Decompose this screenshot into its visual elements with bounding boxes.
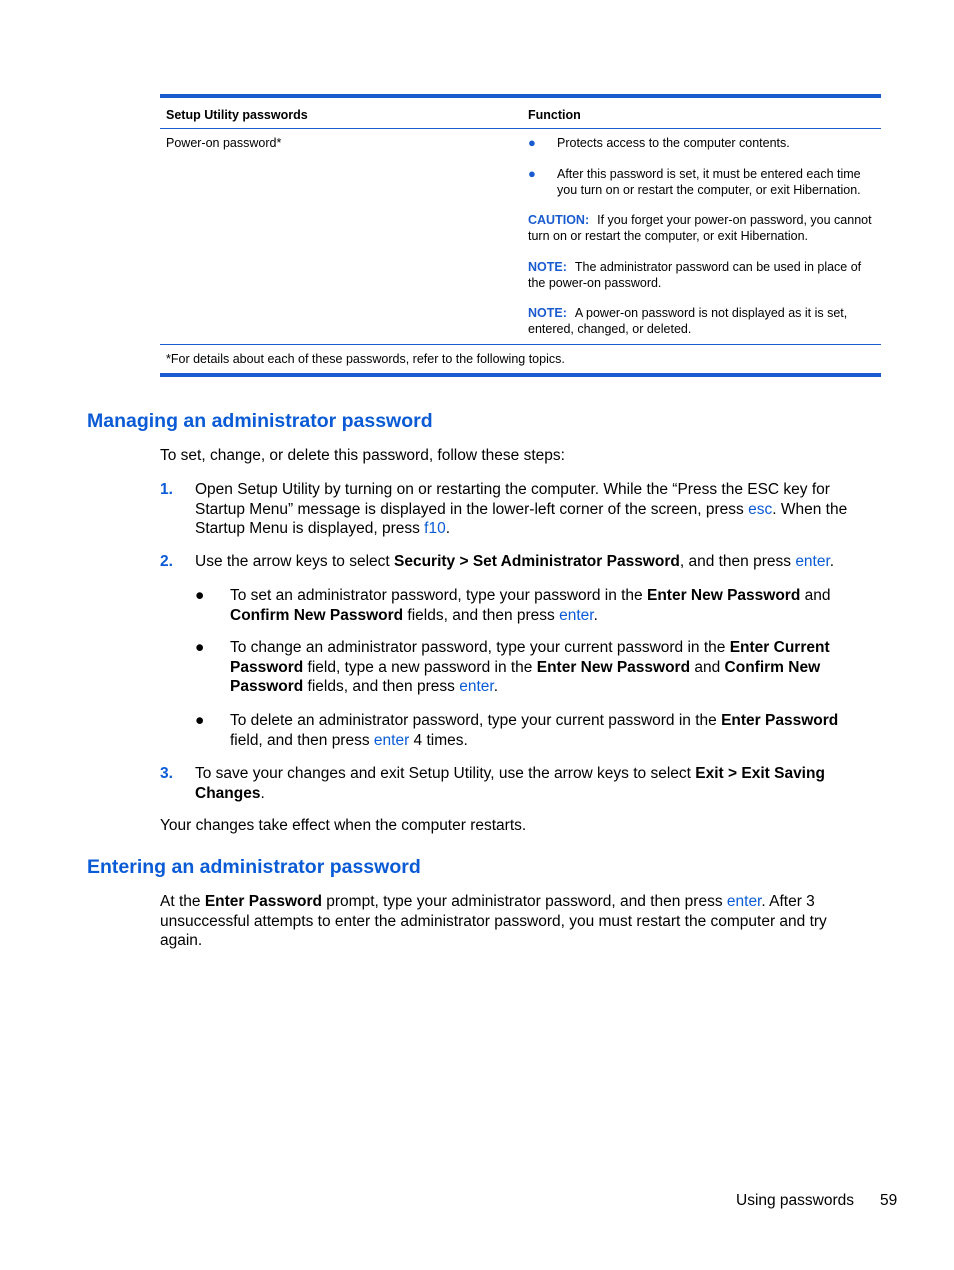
bullet-icon: ●	[528, 135, 536, 150]
key-enter: enter	[559, 606, 594, 624]
section2-body: At the Enter Password prompt, type your administrator password, and then press enter. After 3 unsuccessful attempts to enter the administrator password, you must restart the computer and try again.	[160, 893, 827, 949]
table-row	[160, 129, 881, 344]
heading-managing-admin-password: Managing an administrator password	[87, 410, 433, 432]
caution-text: If you forget your power-on password, you cannot turn on or restart the computer, or exit Hibernation.	[528, 213, 872, 243]
note-1	[528, 259, 878, 291]
bullet-set-text: To set an administrator password, type your password in the Enter New Password and Confirm New Password fields, and then press enter.	[230, 587, 831, 624]
step-2	[160, 552, 860, 572]
function-bullet-2	[528, 166, 878, 198]
note-2-label: NOTE:	[528, 306, 567, 320]
function-bullet-1-text: Protects access to the computer contents.	[557, 136, 790, 150]
heading-entering-admin-password: Entering an administrator password	[87, 856, 421, 878]
page-number: 59	[880, 1192, 898, 1209]
table-footnote-row	[160, 345, 881, 373]
key-enter: enter	[795, 553, 830, 570]
row-label-power-on-password: Power-on password*	[166, 136, 282, 150]
header-function: Function	[528, 108, 581, 122]
step-1-text: Open Setup Utility by turning on or restarting the computer. While the “Press the ESC key for Startup Menu” message is displayed in the lower-left corner of the screen, press esc. When the Startup Menu is displayed, press f10.	[195, 481, 848, 537]
step-number: 2.	[160, 553, 173, 570]
step-number: 3.	[160, 765, 173, 782]
caution-note	[528, 212, 878, 244]
note-2	[528, 305, 878, 337]
footer-section-label: Using passwords	[736, 1192, 855, 1209]
step-2-text: Use the arrow keys to select Security > Set Administrator Password, and then press enter.	[195, 553, 835, 570]
table-header-row	[160, 98, 881, 128]
table-bottom-rule	[160, 373, 881, 377]
caution-label: CAUTION:	[528, 213, 590, 227]
header-setup-utility-passwords: Setup Utility passwords	[166, 108, 308, 122]
step-3-text: To save your changes and exit Setup Utility, use the arrow keys to select Exit > Exit Saving Changes.	[195, 765, 825, 802]
bullet-delete-text: To delete an administrator password, type your current password in the Enter Password field, and then press enter 4 times.	[230, 712, 839, 749]
key-enter: enter	[459, 678, 494, 695]
function-bullet-1	[528, 135, 878, 151]
passwords-table	[160, 94, 881, 377]
table-footnote: *For details about each of these passwords, refer to the following topics.	[166, 352, 565, 366]
bullet-icon: ●	[195, 639, 205, 656]
bullet-icon: ●	[195, 587, 205, 604]
key-esc: esc	[748, 500, 773, 518]
step-2-bullet-set	[195, 586, 865, 625]
step-2-bullet-change	[195, 638, 865, 697]
bullet-icon: ●	[528, 166, 536, 181]
note-1-label: NOTE:	[528, 260, 567, 274]
note-1-text: The administrator password can be used in place of the power-on password.	[528, 260, 862, 290]
step-3	[160, 764, 860, 803]
section1-intro: To set, change, or delete this password, follow these steps:	[160, 447, 565, 464]
step-1	[160, 480, 860, 539]
key-enter: enter	[373, 731, 410, 749]
bullet-icon: ●	[195, 712, 205, 729]
note-2-text: A power-on password is not displayed as it is set, entered, changed, or deleted.	[528, 306, 848, 336]
key-enter: enter	[726, 893, 762, 910]
section1-outro: Your changes take effect when the computer restarts.	[160, 817, 527, 834]
step-number: 1.	[160, 481, 173, 498]
step-2-bullet-delete	[195, 711, 865, 750]
function-bullet-2-text: After this password is set, it must be entered each time you turn on or restart the computer, or exit Hibernation.	[557, 167, 861, 197]
key-f10: f10	[424, 520, 446, 537]
bullet-change-text: To change an administrator password, type your current password in the Enter Current Password field, type a new password in the Enter New Password and Confirm New Password fields, and then press enter.	[230, 639, 830, 695]
